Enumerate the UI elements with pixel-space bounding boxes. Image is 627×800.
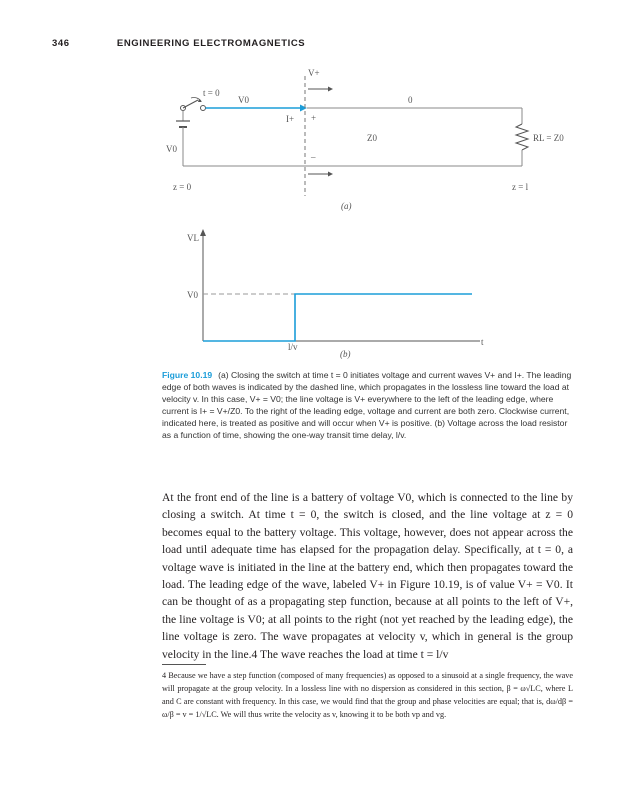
- switch-time-label: t = 0: [203, 88, 220, 98]
- figure-part-a: [166, 68, 564, 211]
- sublabel-b: (b): [340, 349, 351, 359]
- figure-caption: [162, 369, 572, 441]
- transit-time-label: l/v: [288, 342, 298, 352]
- sublabel-a: (a): [341, 201, 352, 211]
- load-resistor: [516, 124, 528, 150]
- figure-part-b: [187, 229, 484, 359]
- switch-arm: [183, 100, 198, 108]
- vl-axis-label: VL: [187, 233, 199, 243]
- vplus-label: V+: [308, 68, 320, 78]
- position-zl-label: z = l: [512, 182, 529, 192]
- iplus-label: I+: [286, 114, 295, 124]
- caption-text: (a) Closing the switch at time t = 0 initiates voltage and current waves V+ and I+. The leading edge of both waves is indicated by the dashed line, which propagates in the lossless line toward the load at velocity v. In this case, V+ = V0; the line voltage is V+ everywhere to the left of the leading edge, where current is I+ = V+/Z0. To the right of the leading edge, voltage and current are both zero. Clockwise current, indicated here, is treated as positive and will occur when V+ is positive. (b) Voltage across the load resistor as a function of time, showing the one-way transit time delay, l/v.: [162, 370, 572, 440]
- load-voltage-step: [203, 294, 472, 341]
- footnote: 4 Because we have a step function (composed of many frequencies) as opposed to a sinusoid at a single frequency, the wave will propagate at the group velocity. In a lossless line with no dispersion as considered in this section, β = ω√LC, where L and C are constant with frequency. In this case, we would find that the group and phase velocities are equal; that is, dω/dβ = ω/β = v = 1/√LC. We will thus write the velocity as v, knowing it to be both vp and vg.: [162, 671, 573, 720]
- vl-axis-arrowhead: [200, 229, 206, 236]
- line-voltage-label: V0: [238, 95, 249, 105]
- current-arrowhead: [328, 172, 333, 177]
- position-z0-label: z = 0: [173, 182, 192, 192]
- footnote-rule: [162, 664, 206, 665]
- figure-label: Figure 10.19: [162, 370, 213, 380]
- time-axis-label: t: [481, 337, 484, 347]
- minus-sign: –: [311, 152, 316, 162]
- figure-10-19: [0, 0, 627, 369]
- page-number: 346: [52, 38, 70, 49]
- body-paragraph: At the front end of the line is a battery of voltage V0, which is connected to the line by closing a switch. At time t = 0, the switch is closed, and the line voltage at z = 0 becomes equal to the battery voltage. This voltage, however, does not appear across the load until adequate time has elapsed for the propagation delay. Specifically, at t = 0, a voltage wave is initiated in the line at the battery end, which then propagates toward the load. The leading edge of the wave, labeled V+ in Figure 10.19, is of value V+ = V0. It can be thought of as a propagating step function, because at all points to the left of V+, the line voltage is V0; at all points to the right (not yet reached by the leading edge), the line voltage is zero. The wave propagates at velocity v, which in general is the group velocity in the line.4 The wave reaches the load at time t = l/v: [162, 491, 573, 661]
- v0-level-label: V0: [187, 290, 198, 300]
- zero-voltage-label: 0: [408, 95, 413, 105]
- impedance-label: Z0: [367, 133, 377, 143]
- switch-contact: [201, 106, 206, 111]
- signal-arrowhead: [300, 105, 307, 112]
- plus-sign: +: [311, 113, 317, 123]
- load-resistor-label: RL = Z0: [533, 133, 564, 143]
- vplus-arrowhead: [328, 87, 333, 92]
- battery-voltage-label: V0: [166, 144, 177, 154]
- running-title: ENGINEERING ELECTROMAGNETICS: [116, 38, 306, 49]
